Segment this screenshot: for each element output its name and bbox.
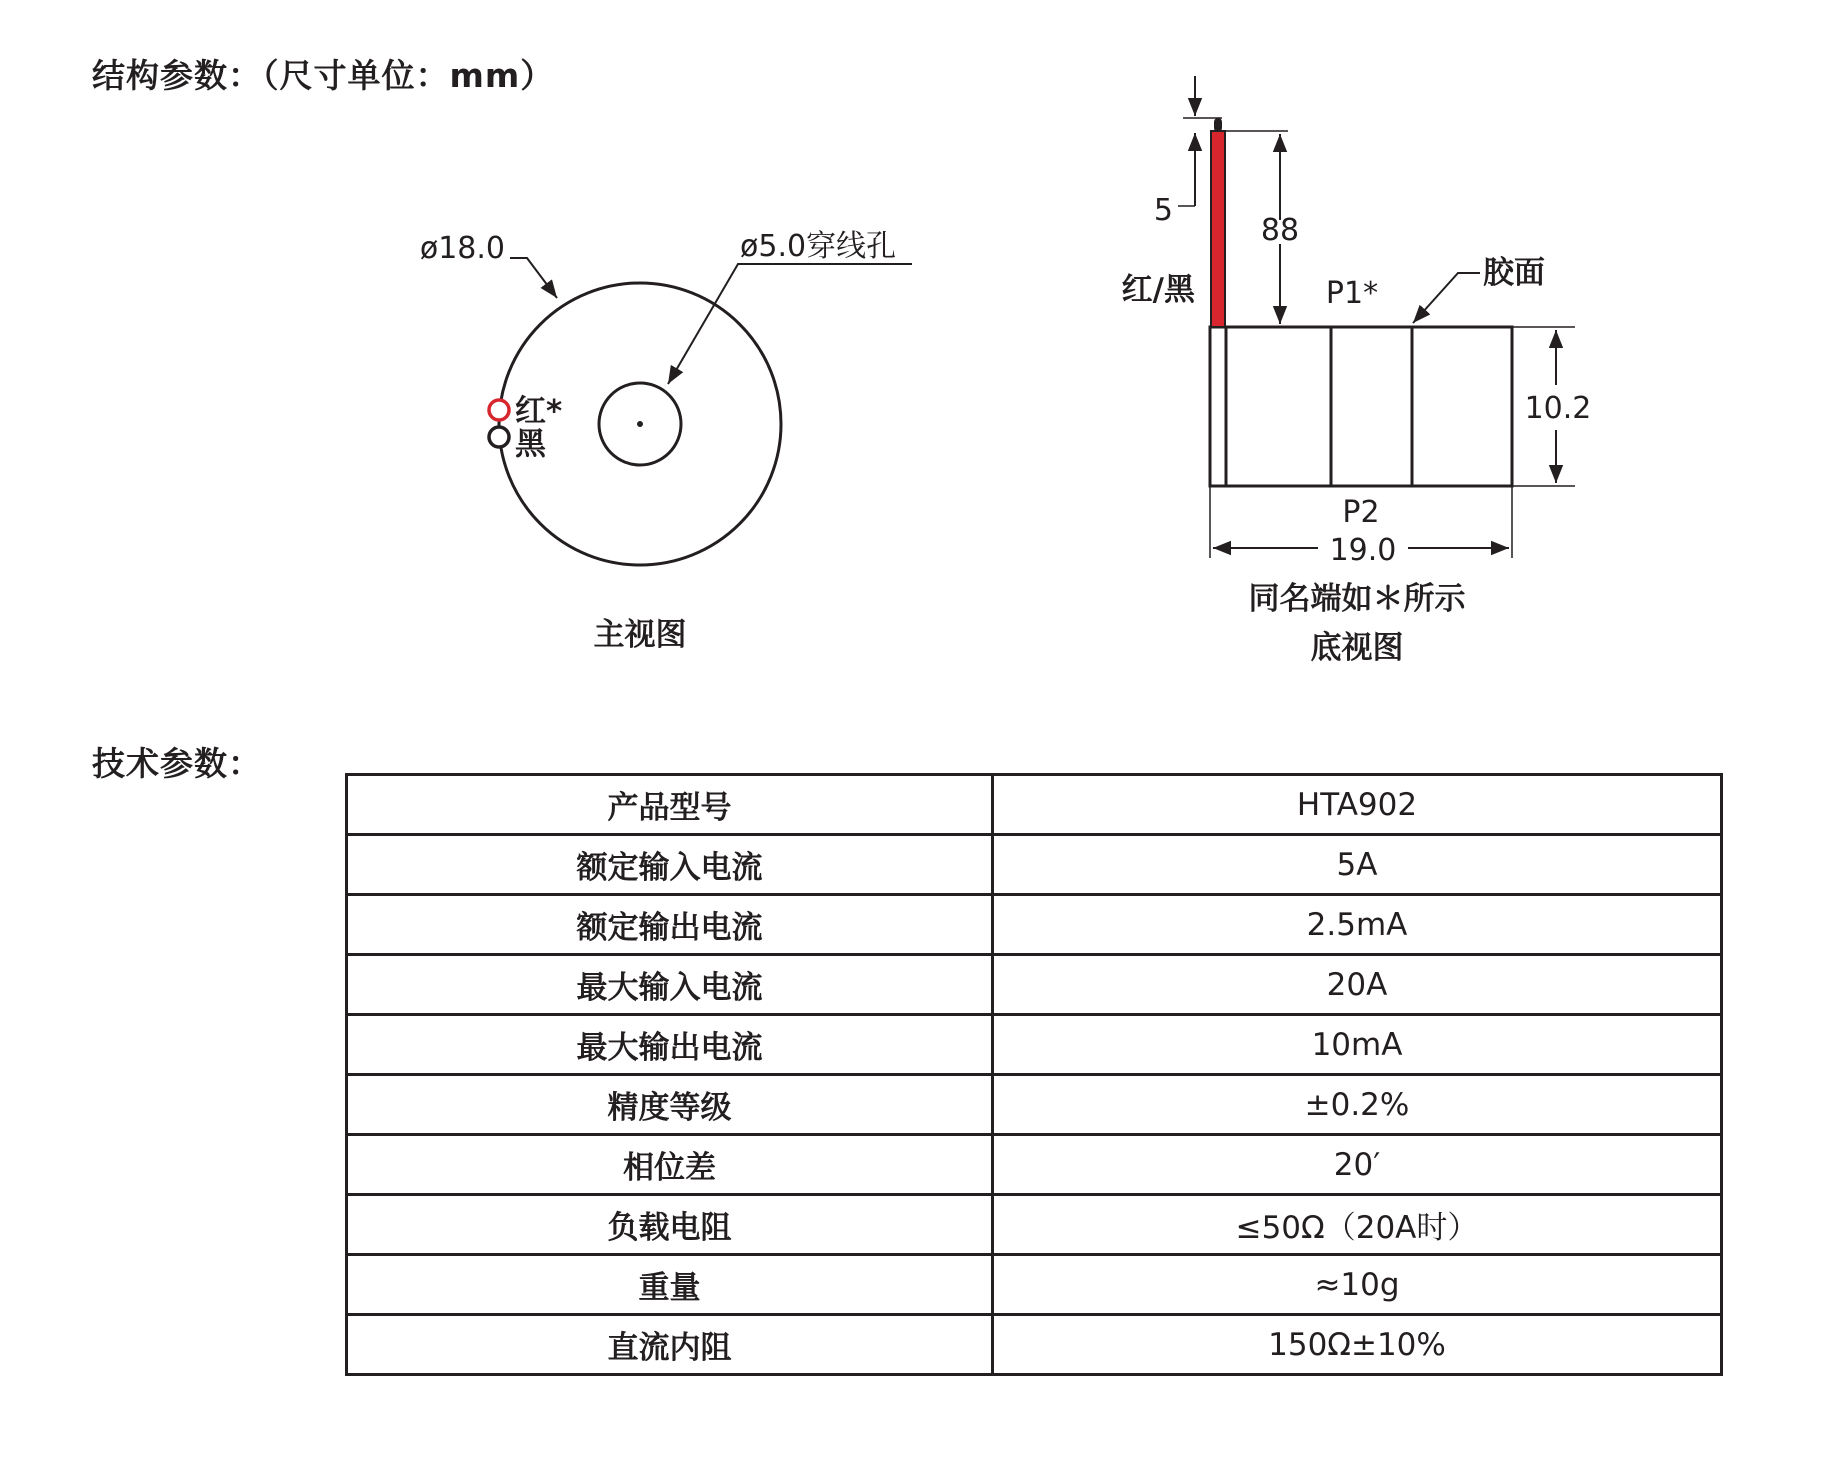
dim-5-label: 5 [1153, 193, 1173, 228]
table-row [347, 835, 1722, 895]
spec-value: 2.5mA [993, 895, 1722, 955]
lead-tip [1214, 118, 1222, 132]
bottom-view [1122, 76, 1592, 666]
spec-name: 最大输出电流 [347, 1015, 993, 1075]
lead-wire [1211, 131, 1225, 327]
spec-name: 额定输出电流 [347, 895, 993, 955]
spec-name: 相位差 [347, 1135, 993, 1195]
table-row [347, 775, 1722, 835]
bottom-view-caption: 底视图 [1310, 630, 1404, 666]
height-label: 10.2 [1524, 391, 1592, 426]
table-row [347, 1195, 1722, 1255]
outer-diameter-label: ø18.0 [419, 231, 505, 266]
dim-88-label: 88 [1260, 213, 1300, 248]
spec-name: 负载电阻 [347, 1195, 993, 1255]
glue-face-label: 胶面 [1483, 255, 1545, 291]
structure-heading: 结构参数：（尺寸单位：mm） [92, 56, 555, 95]
front-view [420, 229, 912, 653]
polarity-note: 同名端如＊所示 [1248, 581, 1466, 617]
spec-value: 150Ω±10% [993, 1315, 1722, 1375]
spec-value: 20′ [993, 1135, 1722, 1195]
spec-value: 20A [993, 955, 1722, 1015]
red-lead-marker [489, 400, 509, 420]
front-view-caption: 主视图 [593, 617, 687, 653]
tech-heading: 技术参数： [92, 744, 262, 783]
width-label: 19.0 [1329, 533, 1397, 568]
spec-value: ≤50Ω（20A时） [993, 1195, 1722, 1255]
spec-value: 10mA [993, 1015, 1722, 1075]
spec-name: 重量 [347, 1255, 993, 1315]
hole-diameter-leader [668, 264, 912, 384]
table-row [347, 955, 1722, 1015]
black-lead-marker [489, 427, 509, 447]
table-row [347, 1315, 1722, 1375]
table-row [347, 1015, 1722, 1075]
outer-diameter-leader [510, 258, 557, 298]
table-row [347, 1135, 1722, 1195]
spec-table [345, 773, 1723, 1376]
table-row [347, 1075, 1722, 1135]
body-outline [1210, 327, 1512, 486]
center-dot [637, 421, 643, 427]
technical-drawing [0, 0, 1823, 700]
red-lead-label: 红* [515, 393, 563, 430]
p2-label: P2 [1342, 495, 1380, 530]
black-lead-label: 黑 [515, 426, 546, 463]
spec-value: 5A [993, 835, 1722, 895]
spec-name: 最大输入电流 [347, 955, 993, 1015]
spec-value: ±0.2% [993, 1075, 1722, 1135]
p1-label: P1* [1325, 276, 1379, 311]
spec-name: 额定输入电流 [347, 835, 993, 895]
glue-face-leader [1413, 273, 1480, 323]
lead-color-label: 红/黑 [1121, 272, 1195, 308]
spec-name: 精度等级 [347, 1075, 993, 1135]
table-row [347, 895, 1722, 955]
spec-name: 产品型号 [347, 775, 993, 835]
spec-name: 直流内阻 [347, 1315, 993, 1375]
spec-value: HTA902 [993, 775, 1722, 835]
table-row [347, 1255, 1722, 1315]
spec-value: ≈10g [993, 1255, 1722, 1315]
hole-diameter-label: ø5.0穿线孔 [740, 229, 897, 264]
